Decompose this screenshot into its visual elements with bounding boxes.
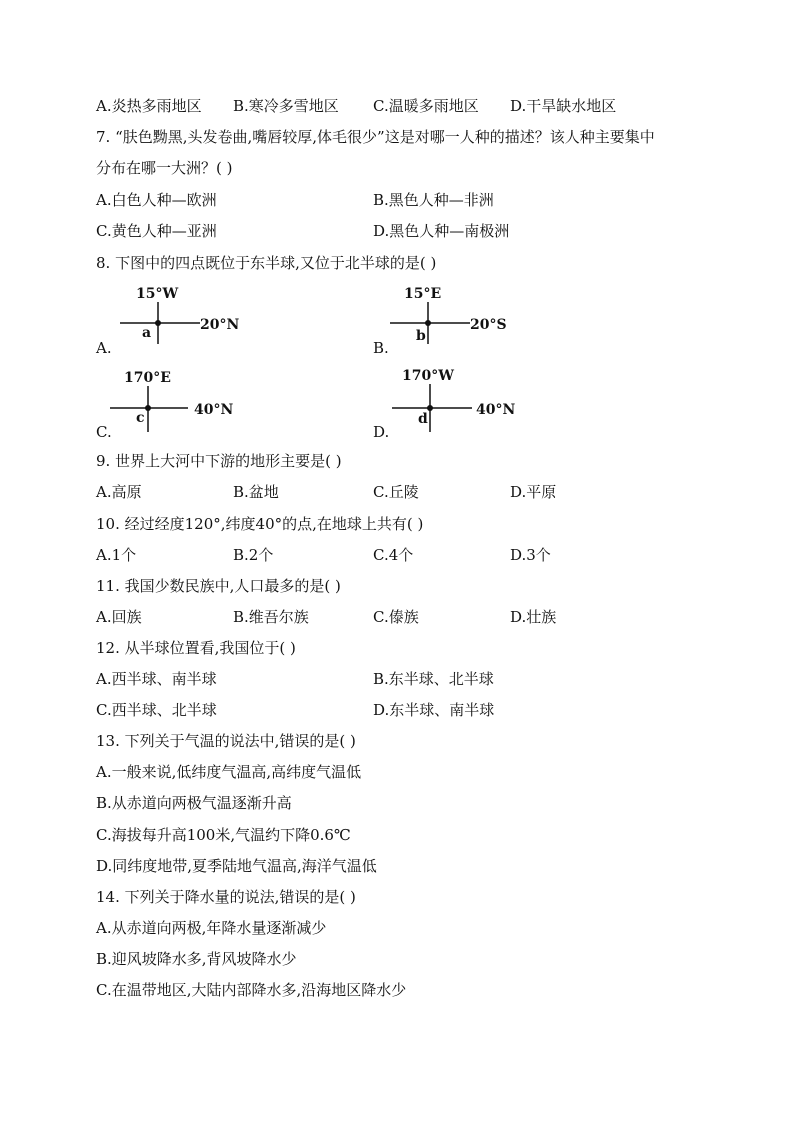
q8-diagram-b — [390, 282, 530, 342]
q10-option-a: A.1个 — [96, 546, 137, 564]
q8-option-c-letter: C. — [96, 423, 112, 441]
diagram-b-latitude: 20°S — [470, 317, 507, 333]
diagram-d-longitude: 170°W — [402, 368, 454, 384]
diagram-c-longitude: 170°E — [124, 370, 171, 386]
q13-option-a: A.一般来说,低纬度气温高,高纬度气温低 — [96, 763, 362, 781]
q9-option-c: C.丘陵 — [373, 483, 419, 501]
q12-option-a: A.西半球、南半球 — [96, 670, 217, 688]
q14-option-c: C.在温带地区,大陆内部降水多,沿海地区降水少 — [96, 981, 407, 999]
diagram-b-longitude: 15°E — [404, 286, 442, 302]
q9-stem: 9. 世界上大河中下游的地形主要是( ) — [96, 452, 342, 470]
q8-diagram-a — [118, 282, 258, 342]
q8-stem: 8. 下图中的四点既位于东半球,又位于北半球的是( ) — [96, 254, 437, 272]
q11-stem: 11. 我国少数民族中,人口最多的是( ) — [96, 577, 341, 595]
q11-option-d: D.壮族 — [510, 608, 557, 626]
q10-option-b: B.2个 — [233, 546, 274, 564]
q11-option-a: A.回族 — [96, 608, 142, 626]
q12-option-d: D.东半球、南半球 — [373, 701, 495, 719]
q9-option-b: B.盆地 — [233, 483, 279, 501]
q6-option-d: D.干旱缺水地区 — [510, 97, 617, 115]
diagram-b-point: b — [416, 328, 426, 344]
q14-option-b: B.迎风坡降水多,背风坡降水少 — [96, 950, 297, 968]
q10-stem: 10. 经过经度120°,纬度40°的点,在地球上共有( ) — [96, 515, 424, 533]
q14-stem: 14. 下列关于降水量的说法,错误的是( ) — [96, 888, 356, 906]
diagram-a-latitude: 20°N — [200, 317, 240, 333]
q10-option-c: C.4个 — [373, 546, 414, 564]
q7-stem-line1: 7. “肤色黝黑,头发卷曲,嘴唇较厚,体毛很少”这是对哪一人种的描述？该人种主要集中 — [96, 128, 655, 146]
q7-option-c: C.黄色人种—亚洲 — [96, 222, 217, 240]
q13-option-d: D.同纬度地带,夏季陆地气温高,海洋气温低 — [96, 857, 377, 875]
q11-option-c: C.傣族 — [373, 608, 419, 626]
q6-option-a: A.炎热多雨地区 — [96, 97, 202, 115]
q14-option-a: A.从赤道向两极,年降水量逐渐减少 — [96, 919, 327, 937]
q8-diagram-c — [110, 366, 250, 426]
q7-option-a: A.白色人种—欧洲 — [96, 191, 217, 209]
q6-option-c: C.温暖多雨地区 — [373, 97, 479, 115]
q8-option-a-letter: A. — [96, 339, 112, 357]
q7-stem-line2: 分布在哪一大洲？( ) — [96, 159, 233, 177]
q12-stem: 12. 从半球位置看,我国位于( ) — [96, 639, 296, 657]
q11-option-b: B.维吾尔族 — [233, 608, 309, 626]
q8-diagram-d — [392, 366, 532, 426]
diagram-d-latitude: 40°N — [476, 402, 516, 418]
q13-option-c: C.海拔每升高100米,气温约下降0.6℃ — [96, 826, 351, 844]
q12-option-b: B.东半球、北半球 — [373, 670, 494, 688]
diagram-d-point: d — [418, 411, 428, 427]
diagram-c-point: c — [136, 410, 145, 426]
q13-stem: 13. 下列关于气温的说法中,错误的是( ) — [96, 732, 356, 750]
q9-option-a: A.高原 — [96, 483, 142, 501]
q6-option-b: B.寒冷多雪地区 — [233, 97, 339, 115]
q12-option-c: C.西半球、北半球 — [96, 701, 217, 719]
q9-option-d: D.平原 — [510, 483, 557, 501]
q8-option-b-letter: B. — [373, 339, 389, 357]
q7-option-b: B.黑色人种—非洲 — [373, 191, 494, 209]
q7-option-d: D.黑色人种—南极洲 — [373, 222, 510, 240]
diagram-c-latitude: 40°N — [194, 402, 234, 418]
q13-option-b: B.从赤道向两极气温逐渐升高 — [96, 794, 292, 812]
q8-option-d-letter: D. — [373, 423, 390, 441]
q10-option-d: D.3个 — [510, 546, 551, 564]
diagram-a-longitude: 15°W — [136, 286, 179, 302]
diagram-a-point: a — [142, 325, 152, 341]
